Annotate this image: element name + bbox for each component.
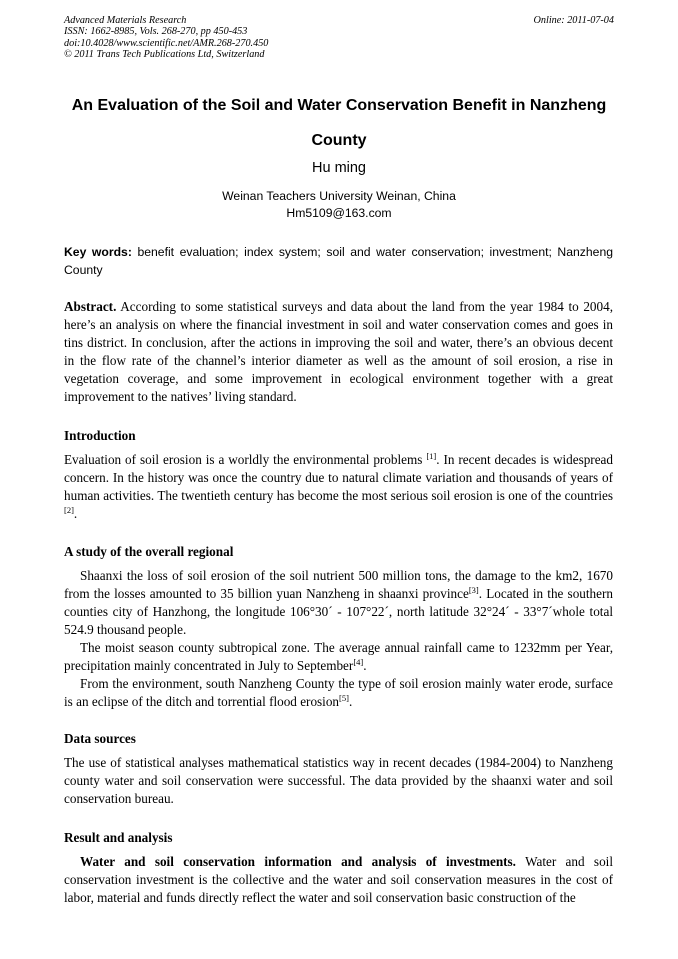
introduction-heading: Introduction <box>64 428 136 443</box>
regional-p1-text: Shaanxi the loss of soil erosion of the soil nutrient 500 million tons, the damage to the km2, 1670 from the losses amounted to 35 billion yuan Nanzheng in shaanxi province <box>64 568 613 601</box>
journal-copyright: © 2011 Trans Tech Publications Ltd, Switzerland <box>64 49 265 61</box>
affiliation: Weinan Teachers University Weinan, China <box>222 189 456 203</box>
paper-title <box>64 88 614 158</box>
journal-header <box>64 15 614 61</box>
journal-name: Advanced Materials Research <box>64 15 187 26</box>
citation-ref: [4] <box>353 657 364 667</box>
result-lead: Water and soil conservation information and analysis of investments. <box>80 854 516 869</box>
keywords-text: benefit evaluation; index system; soil and water conservation; investment; Nanzheng County <box>64 245 613 277</box>
citation-ref: [5] <box>339 693 349 703</box>
keywords-label: Key words: <box>64 245 132 259</box>
regional-p2-text: The moist season county subtropical zone. The average annual rainfall came to 1232mm per Year, precipitation mainly concentrated in July to September <box>64 640 613 673</box>
introduction-text-b: . In recent decades is widespread concern. In the history was once the country due to natural climate variation and thousands of years of human activities. The twentieth century has become the most serious soil erosion is one of the countries <box>64 452 613 503</box>
data-sources-heading: Data sources <box>64 731 136 746</box>
abstract-text: According to some statistical surveys and data about the land from the year 1984 to 2004, here’s an analysis on where the financial investment in soil and water conservation comes and goes in tins district. In conclusion, after the actions in improving the soil and water, there’s an obvious decent in the flow rate of the channel’s interior diameter as well as the amount of soil erosion, a rise in vegetation coverage, and some improvement in ecological environment together with a great improvement to the natives’ living standard. <box>64 299 613 404</box>
journal-issn: ISSN: 1662-8985, Vols. 268-270, pp 450-453 <box>64 26 248 38</box>
citation-ref: [3] <box>468 585 479 595</box>
regional-paragraph-2 <box>64 639 613 675</box>
journal-info <box>64 15 614 61</box>
regional-paragraph-3 <box>64 675 613 711</box>
keywords <box>64 243 613 279</box>
result-heading: Result and analysis <box>64 830 173 845</box>
regional-p1-text-end: . Located in the southern counties city of Hanzhong, the longitude 106°30´ - 107°22´, north latitude 32°24´ - 33°7´whole total 524.9 thousand people. <box>64 586 613 637</box>
result-text: Water and soil conservation investment is the collective and the water and soil conservation measures in the cost of labor, material and funds directly reflect the water and soil conservation basic construction of the <box>64 854 613 905</box>
regional-heading: A study of the overall regional <box>64 544 234 559</box>
regional-p3-text: From the environment, south Nanzheng County the type of soil erosion mainly water erode, surface is an eclipse of the ditch and torrential flood erosion <box>64 676 613 709</box>
author-affiliation-block <box>64 188 614 222</box>
citation-ref: [2] <box>64 505 74 515</box>
author-email: Hm5109@163.com <box>286 206 392 220</box>
data-sources-body <box>64 754 613 808</box>
citation-ref: [1] <box>426 451 437 461</box>
author-name: Hu ming <box>312 160 366 176</box>
introduction-text-a: Evaluation of soil erosion is a worldly the environmental problems <box>64 452 427 467</box>
regional-body <box>64 567 613 711</box>
introduction-body <box>64 451 613 523</box>
online-date: Online: 2011-07-04 <box>533 15 614 26</box>
regional-p2-text-end: . <box>363 658 367 673</box>
journal-doi: doi:10.4028/www.scientific.net/AMR.268-270.450 <box>64 37 269 49</box>
paper-title-line-2: County <box>311 132 367 149</box>
result-body <box>64 853 613 907</box>
abstract-label: Abstract. <box>64 299 117 314</box>
data-sources-text: The use of statistical analyses mathematical statistics way in recent decades (1984-2004) to Nanzheng county water and soil conservation were successful. The data provided by the shaanxi water and soil conservation bureau. <box>64 755 613 806</box>
regional-paragraph-1 <box>64 567 613 639</box>
regional-p3-text-end: . <box>348 694 353 709</box>
introduction-text-c: . <box>73 506 78 521</box>
paper-title-line-1: An Evaluation of the Soil and Water Conservation Benefit in Nanzheng <box>71 97 607 114</box>
abstract <box>64 298 613 406</box>
